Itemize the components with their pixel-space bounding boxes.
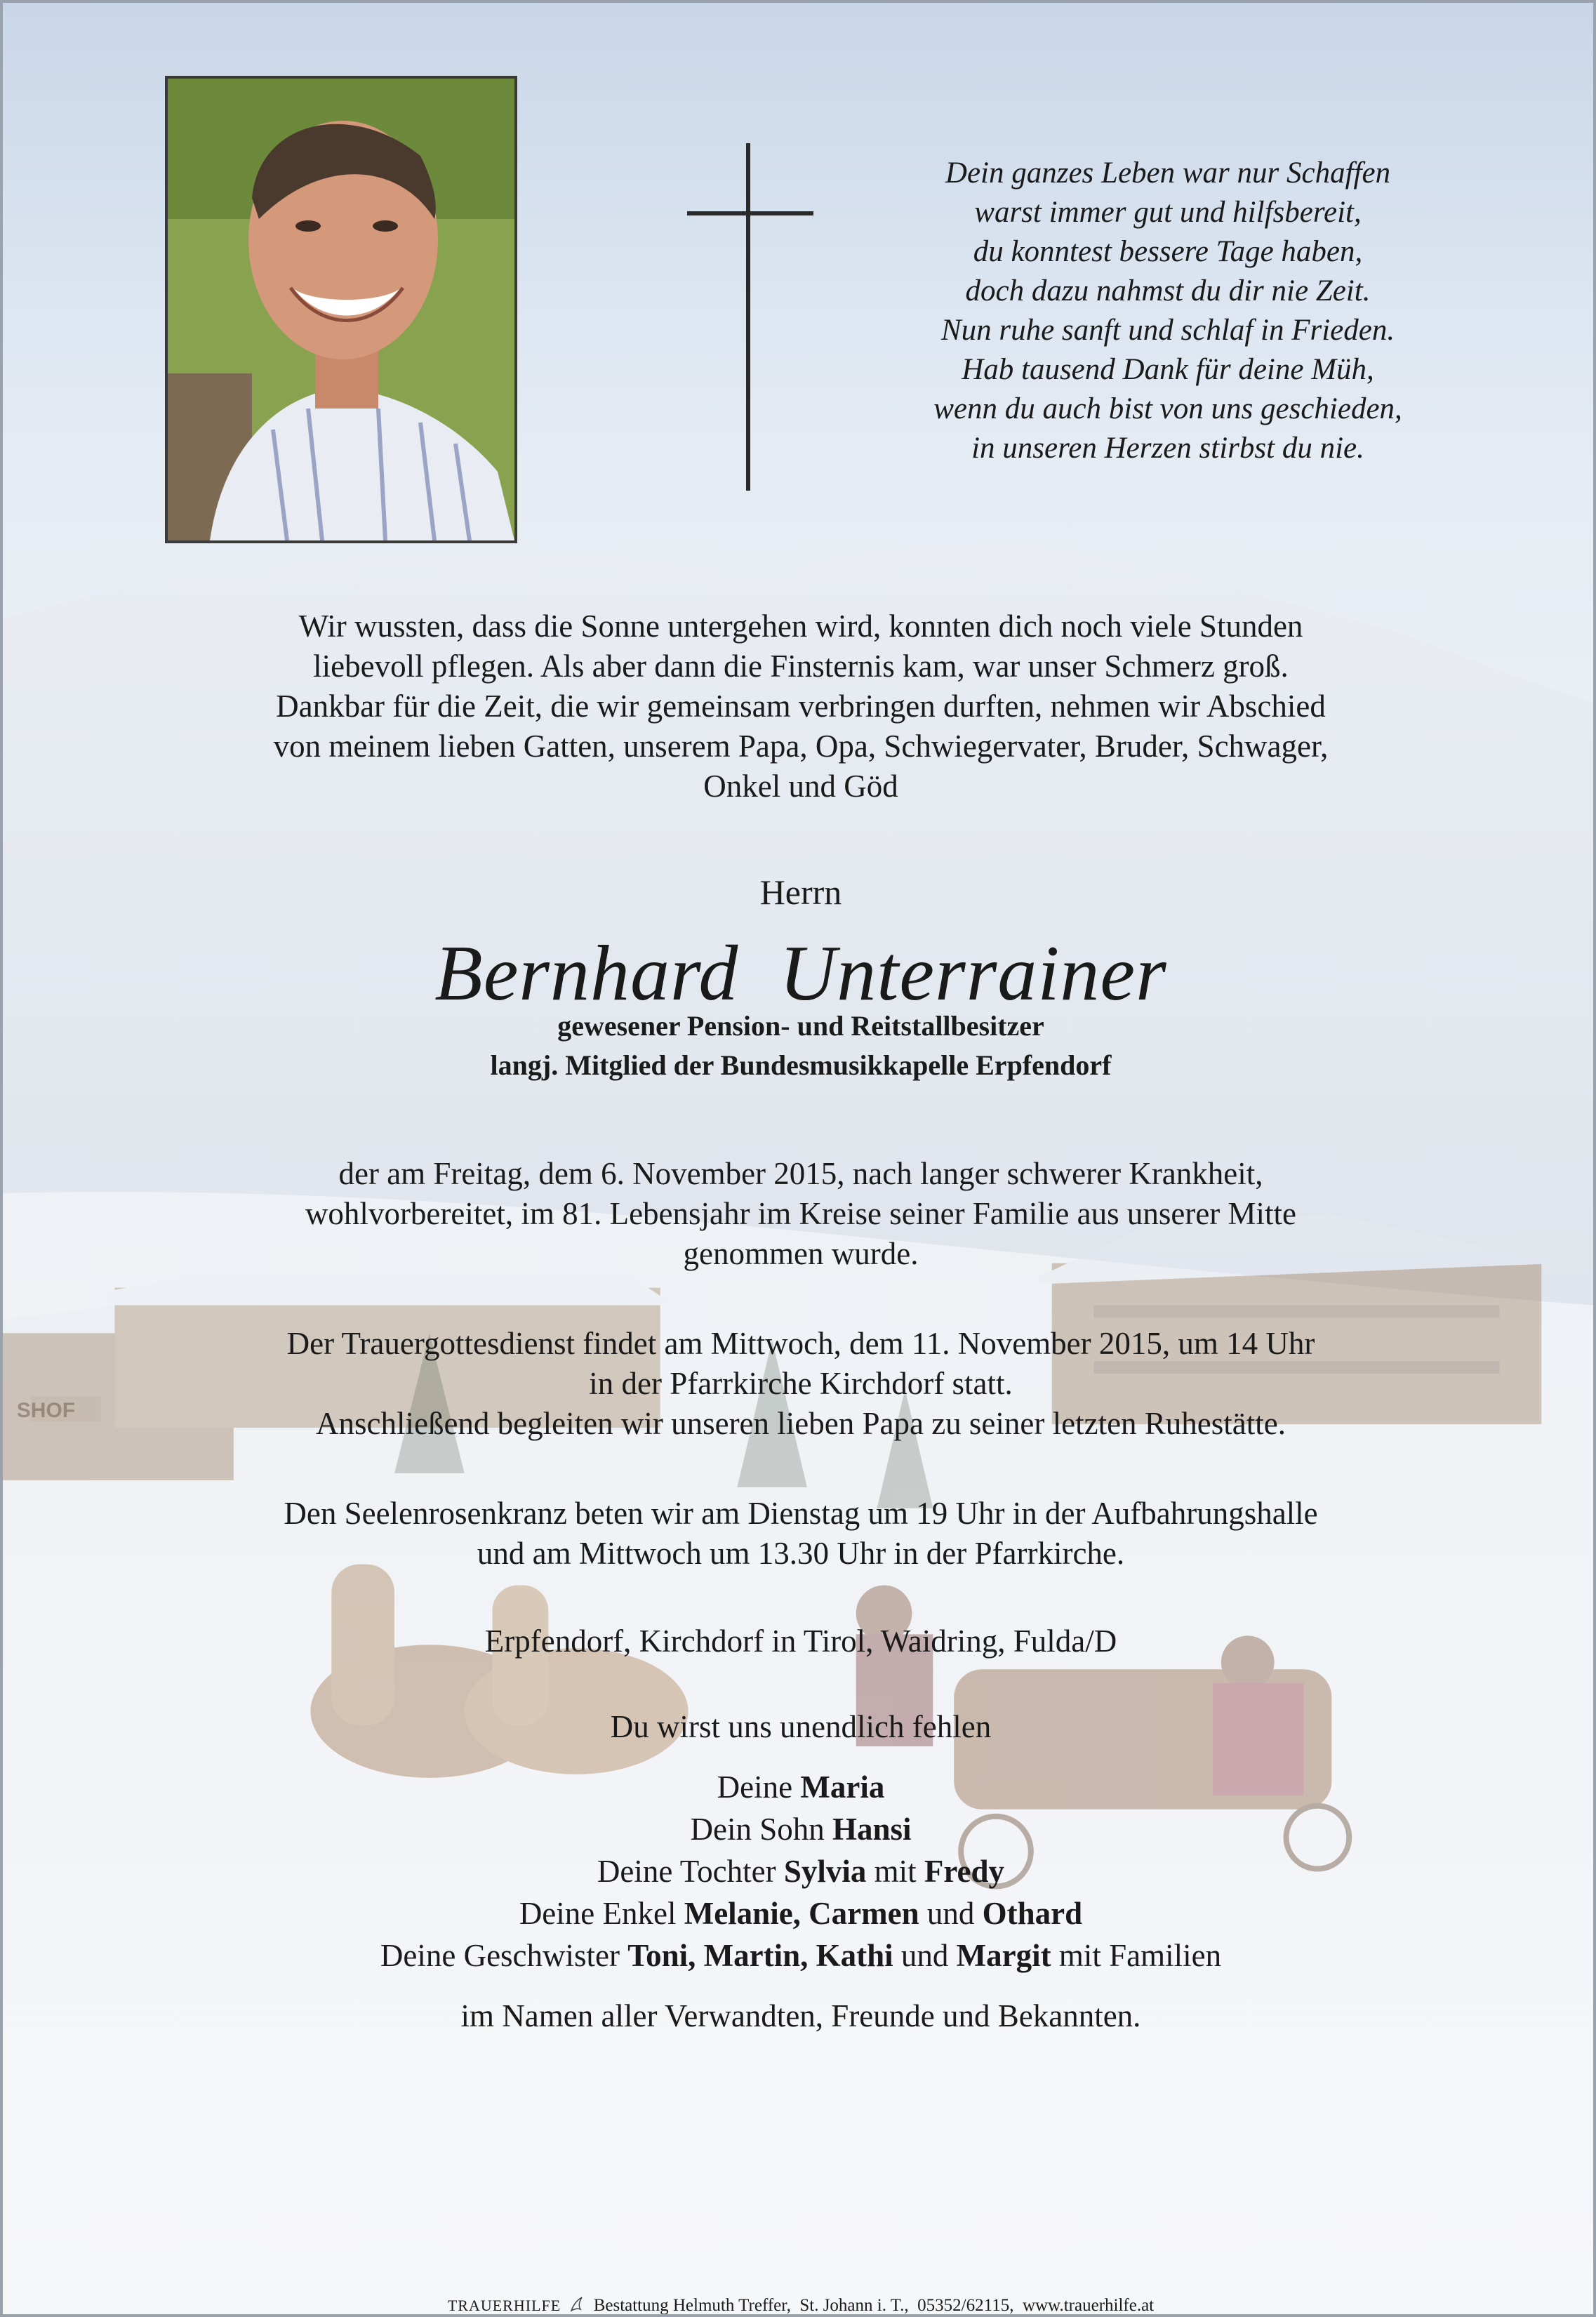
verse-line: du konntest bessere Tage haben, xyxy=(973,235,1363,268)
intro-line: Onkel und Göd xyxy=(703,769,898,804)
title-line: langj. Mitglied der Bundesmusikkapelle Erpfendorf xyxy=(490,1049,1112,1081)
family-grandchildren: Deine Enkel Melanie, Carmen und Othard xyxy=(519,1896,1083,1931)
undertaker-footer xyxy=(3,2295,1596,2316)
verse-line: Dein ganzes Leben war nur Schaffen xyxy=(945,157,1391,190)
closing-line: im Namen aller Verwandten, Freunde und Bekannten. xyxy=(460,1998,1141,2033)
deceased-name: Bernhard Unterrainer xyxy=(434,930,1167,1017)
intro-line: Wir wussten, dass die Sonne untergehen wird, konnten dich noch viele Stunden xyxy=(298,609,1303,644)
verse-line: doch dazu nahmst du dir nie Zeit. xyxy=(965,274,1371,307)
cross-icon xyxy=(687,143,813,491)
family-siblings: Deine Geschwister Toni, Martin, Kathi und Margit mit Familien xyxy=(380,1938,1222,1973)
verse-line: Hab tausend Dank für deine Müh, xyxy=(962,353,1374,386)
salutation: Herrn xyxy=(759,872,842,912)
rosary-line: und am Mittwoch um 13.30 Uhr in der Pfarrkirche. xyxy=(477,1536,1125,1571)
background-sign: SHOF xyxy=(16,1399,75,1423)
death-line: wohlvorbereitet, im 81. Lebensjahr im Kreise seiner Familie aus unserer Mitte xyxy=(305,1196,1297,1231)
funeral-service xyxy=(3,1324,1596,1444)
portrait-photo xyxy=(165,76,517,543)
title-line: gewesener Pension- und Reitstallbesitzer xyxy=(557,1010,1044,1042)
verse-line: wenn du auch bist von uns geschieden, xyxy=(933,392,1402,425)
deceased-titles xyxy=(3,1007,1596,1085)
rosary-line: Den Seelenrosenkranz beten wir am Dienstag um 19 Uhr in der Aufbahrungshalle xyxy=(284,1496,1318,1531)
family-daughter: Deine Tochter Sylvia mit Fredy xyxy=(597,1854,1005,1889)
places: Erpfendorf, Kirchdorf in Tirol, Waidring, Fulda/D xyxy=(484,1624,1117,1659)
footer-text: Bestattung Helmuth Treffer, St. Johann i. T., 05352/62115, www.trauerhilfe.at xyxy=(593,2296,1155,2315)
intro-line: von meinem lieben Gatten, unserem Papa, Opa, Schwiegervater, Bruder, Schwager, xyxy=(273,729,1329,764)
rosary-notice xyxy=(3,1494,1596,1574)
intro-line: liebevoll pflegen. Als aber dann die Finsternis kam, war unser Schmerz groß. xyxy=(313,649,1289,684)
verse-line: in unseren Herzen stirbst du nie. xyxy=(971,432,1364,465)
verse-line: Nun ruhe sanft und schlaf in Frieden. xyxy=(940,314,1395,347)
service-line: Anschließend begleiten wir unseren lieben Papa zu seiner letzten Ruhestätte. xyxy=(315,1406,1286,1441)
dove-icon xyxy=(569,2295,585,2313)
missing-line: Du wirst uns unendlich fehlen xyxy=(610,1709,992,1744)
memorial-verse xyxy=(894,154,1442,468)
intro-paragraph xyxy=(3,606,1596,806)
death-notice xyxy=(3,1154,1596,1274)
service-line: in der Pfarrkirche Kirchdorf statt. xyxy=(589,1366,1013,1401)
footer-brand: TRAUERHILFE xyxy=(447,2297,561,2314)
verse-line: warst immer gut und hilfsbereit, xyxy=(974,196,1362,229)
family-list xyxy=(3,1766,1596,1977)
family-wife: Deine Maria xyxy=(717,1770,885,1805)
death-line: der am Freitag, dem 6. November 2015, nach langer schwerer Krankheit, xyxy=(338,1156,1263,1191)
family-son: Dein Sohn Hansi xyxy=(690,1812,912,1847)
intro-line: Dankbar für die Zeit, die wir gemeinsam verbringen durften, nehmen wir Abschied xyxy=(276,689,1326,724)
service-line: Der Trauergottesdienst findet am Mittwoch, dem 11. November 2015, um 14 Uhr xyxy=(286,1326,1315,1361)
death-line: genommen wurde. xyxy=(683,1236,919,1271)
